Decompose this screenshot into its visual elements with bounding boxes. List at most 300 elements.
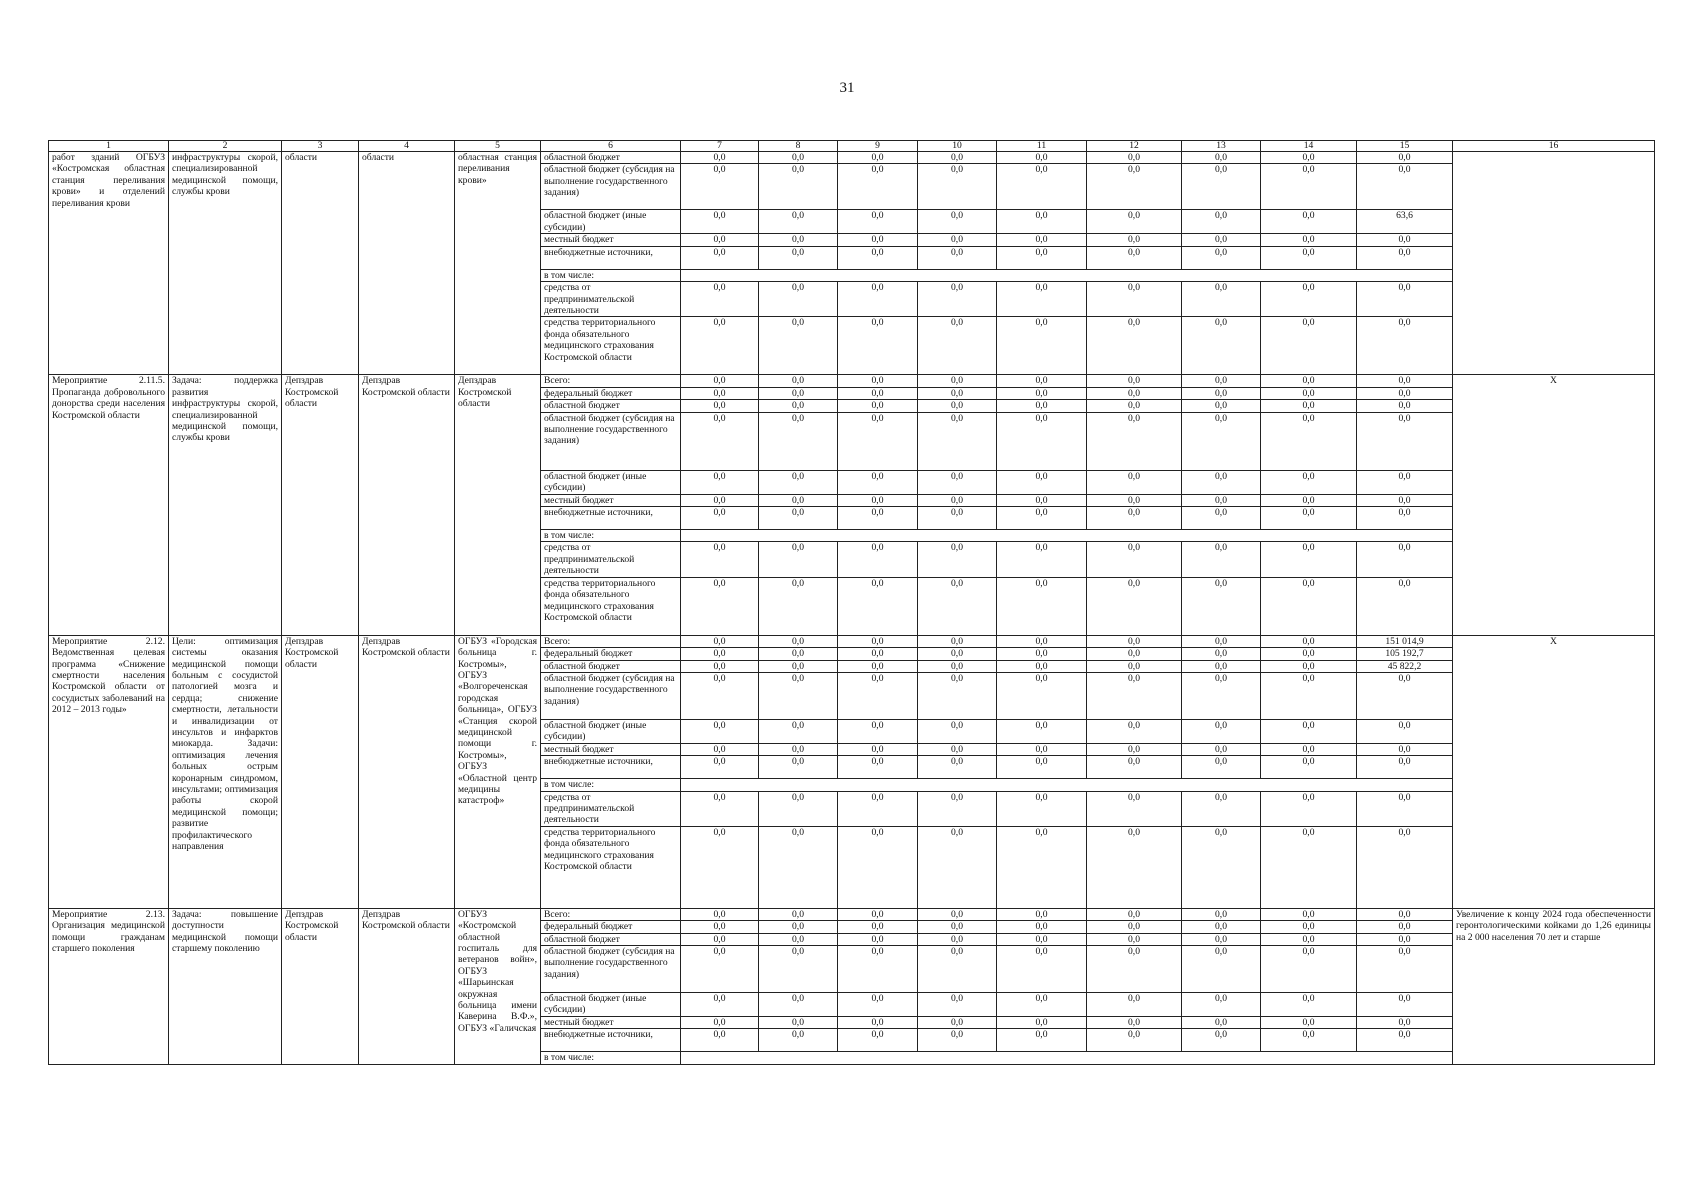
value-cell: 0,0 <box>681 648 759 660</box>
value-cell: 0,0 <box>1357 908 1453 920</box>
value-cell: 0,0 <box>1261 648 1357 660</box>
value-cell: 0,0 <box>681 375 759 387</box>
value-cell: 0,0 <box>681 743 759 755</box>
value-cell: 0,0 <box>918 743 997 755</box>
value-cell: 0,0 <box>1357 494 1453 506</box>
value-cell: 0,0 <box>838 152 918 164</box>
value-cell: 0,0 <box>759 672 838 719</box>
value-cell: 0,0 <box>838 921 918 933</box>
value-cell: 0,0 <box>997 992 1087 1016</box>
value-cell: 0,0 <box>997 648 1087 660</box>
value-cell: 0,0 <box>1261 412 1357 470</box>
value-cell: 0,0 <box>997 317 1087 375</box>
value-cell: 0,0 <box>1182 375 1261 387</box>
value-cell: 0,0 <box>838 756 918 779</box>
value-cell: 0,0 <box>759 234 838 246</box>
value-cell: 0,0 <box>1087 660 1182 672</box>
value-cell: 0,0 <box>681 470 759 494</box>
value-cell: 0,0 <box>838 719 918 743</box>
value-cell: 0,0 <box>759 412 838 470</box>
value-cell: 0,0 <box>1261 317 1357 375</box>
value-cell: 0,0 <box>838 542 918 577</box>
empty-span-cell <box>681 269 1453 281</box>
value-cell: 0,0 <box>759 164 838 210</box>
value-cell: 0,0 <box>759 317 838 375</box>
value-cell: 0,0 <box>681 826 759 908</box>
value-cell: 0,0 <box>1261 507 1357 530</box>
value-cell: 0,0 <box>918 282 997 317</box>
value-cell: 0,0 <box>759 542 838 577</box>
value-cell: 0,0 <box>838 494 918 506</box>
funding-source-label: Всего: <box>541 908 681 920</box>
table-row <box>49 635 1655 647</box>
value-cell: 0,0 <box>681 756 759 779</box>
value-cell: 0,0 <box>1087 152 1182 164</box>
value-cell: 0,0 <box>1182 234 1261 246</box>
value-cell: 0,0 <box>1357 672 1453 719</box>
funding-source-label: областной бюджет <box>541 933 681 945</box>
funding-source-label: в том числе: <box>541 530 681 542</box>
value-cell: 0,0 <box>1087 719 1182 743</box>
value-cell: 0,0 <box>838 743 918 755</box>
value-cell: 0,0 <box>1261 756 1357 779</box>
funding-source-label: федеральный бюджет <box>541 387 681 399</box>
value-cell: 0,0 <box>1182 635 1261 647</box>
funding-source-label: областной бюджет (иные субсидии) <box>541 210 681 234</box>
value-cell: 0,0 <box>1357 1029 1453 1052</box>
value-cell: 0,0 <box>1357 246 1453 269</box>
value-cell: 0,0 <box>1182 826 1261 908</box>
value-cell: 0,0 <box>918 1016 997 1028</box>
value-cell: 0,0 <box>1261 494 1357 506</box>
funding-source-label: местный бюджет <box>541 1016 681 1028</box>
value-cell: 0,0 <box>838 246 918 269</box>
value-cell: 0,0 <box>1182 164 1261 210</box>
block-3-col-5: ОГБУЗ «Городская больница г. Костромы», ОГБУЗ «Волгореченская городская больница», ОГБУЗ «Станция скорой медицинской помощи г. Костромы», ОГБУЗ «Областной центр медицины катастроф» <box>455 635 541 908</box>
value-cell: 0,0 <box>759 282 838 317</box>
value-cell: 0,0 <box>918 507 997 530</box>
value-cell: 0,0 <box>997 234 1087 246</box>
value-cell: 0,0 <box>1357 164 1453 210</box>
funding-source-label: в том числе: <box>541 269 681 281</box>
value-cell: 0,0 <box>838 648 918 660</box>
column-number-1: 1 <box>49 141 169 152</box>
value-cell: 0,0 <box>681 992 759 1016</box>
value-cell: 0,0 <box>681 164 759 210</box>
value-cell: 0,0 <box>918 387 997 399</box>
value-cell: 0,0 <box>918 494 997 506</box>
value-cell: 0,0 <box>1087 1016 1182 1028</box>
value-cell: 0,0 <box>997 1016 1087 1028</box>
value-cell: 0,0 <box>838 400 918 412</box>
value-cell: 0,0 <box>759 719 838 743</box>
funding-source-label: областной бюджет <box>541 660 681 672</box>
value-cell: 0,0 <box>1087 791 1182 826</box>
value-cell: 0,0 <box>681 542 759 577</box>
value-cell: 0,0 <box>1182 992 1261 1016</box>
value-cell: 0,0 <box>681 791 759 826</box>
value-cell: 0,0 <box>838 210 918 234</box>
value-cell: 0,0 <box>997 719 1087 743</box>
value-cell: 0,0 <box>681 1029 759 1052</box>
block-3-result: X <box>1453 635 1655 908</box>
block-2-col-5: Депздрав Костромской области <box>455 375 541 635</box>
value-cell: 0,0 <box>918 317 997 375</box>
value-cell: 0,0 <box>759 635 838 647</box>
value-cell: 0,0 <box>1087 507 1182 530</box>
value-cell: 0,0 <box>681 412 759 470</box>
value-cell: 0,0 <box>838 470 918 494</box>
value-cell: 0,0 <box>918 210 997 234</box>
value-cell: 0,0 <box>997 921 1087 933</box>
value-cell: 0,0 <box>1261 164 1357 210</box>
value-cell: 0,0 <box>759 921 838 933</box>
value-cell: 0,0 <box>838 1016 918 1028</box>
value-cell: 0,0 <box>1261 672 1357 719</box>
block-4-result: Увеличение к концу 2024 года обеспеченности геронтологическими койками до 1,26 единицы на 2 000 населения 70 лет и старше <box>1453 908 1655 1064</box>
value-cell: 0,0 <box>997 210 1087 234</box>
value-cell: 0,0 <box>759 246 838 269</box>
value-cell: 0,0 <box>1357 387 1453 399</box>
value-cell: 0,0 <box>759 1029 838 1052</box>
value-cell: 0,0 <box>1182 672 1261 719</box>
value-cell: 0,0 <box>918 933 997 945</box>
value-cell: 0,0 <box>1357 507 1453 530</box>
value-cell: 0,0 <box>838 577 918 635</box>
table-row <box>49 908 1655 920</box>
value-cell: 0,0 <box>681 719 759 743</box>
table-header-row <box>49 141 1655 152</box>
value-cell: 0,0 <box>1182 152 1261 164</box>
value-cell: 0,0 <box>1182 791 1261 826</box>
funding-source-label: областной бюджет (иные субсидии) <box>541 470 681 494</box>
value-cell: 0,0 <box>1087 282 1182 317</box>
value-cell: 0,0 <box>1182 719 1261 743</box>
value-cell: 0,0 <box>838 317 918 375</box>
block-2-result: X <box>1453 375 1655 635</box>
value-cell: 0,0 <box>1182 933 1261 945</box>
funding-source-label: областной бюджет (субсидия на выполнение государственного задания) <box>541 945 681 992</box>
value-cell: 0,0 <box>681 400 759 412</box>
funding-source-label: внебюджетные источники, <box>541 1029 681 1052</box>
value-cell: 0,0 <box>997 908 1087 920</box>
value-cell: 0,0 <box>838 507 918 530</box>
funding-source-label: областной бюджет (иные субсидии) <box>541 992 681 1016</box>
funding-source-label: внебюджетные источники, <box>541 756 681 779</box>
value-cell: 105 192,7 <box>1357 648 1453 660</box>
column-number-14: 14 <box>1261 141 1357 152</box>
value-cell: 0,0 <box>681 234 759 246</box>
column-number-16: 16 <box>1453 141 1655 152</box>
value-cell: 0,0 <box>759 577 838 635</box>
value-cell: 0,0 <box>918 1029 997 1052</box>
value-cell: 0,0 <box>1357 743 1453 755</box>
value-cell: 0,0 <box>1261 1016 1357 1028</box>
funding-source-label: средства от предпринимательской деятельности <box>541 542 681 577</box>
value-cell: 0,0 <box>1261 719 1357 743</box>
table-row <box>49 375 1655 387</box>
funding-source-label: местный бюджет <box>541 234 681 246</box>
value-cell: 0,0 <box>838 791 918 826</box>
value-cell: 0,0 <box>838 908 918 920</box>
value-cell: 0,0 <box>1087 494 1182 506</box>
value-cell: 0,0 <box>681 507 759 530</box>
block-1-col-1: работ зданий ОГБУЗ «Костромская областная станция переливания крови» и отделений переливания крови <box>49 152 169 375</box>
value-cell: 0,0 <box>1357 412 1453 470</box>
funding-source-label: средства территориального фонда обязательного медицинского страхования Костромской области <box>541 826 681 908</box>
empty-span-cell <box>681 779 1453 791</box>
block-3-col-4: Депздрав Костромской области <box>359 635 455 908</box>
value-cell: 0,0 <box>1261 387 1357 399</box>
block-2-col-3: Депздрав Костромской области <box>282 375 359 635</box>
value-cell: 0,0 <box>997 282 1087 317</box>
value-cell: 0,0 <box>759 945 838 992</box>
value-cell: 0,0 <box>1087 933 1182 945</box>
value-cell: 0,0 <box>997 387 1087 399</box>
value-cell: 0,0 <box>1261 921 1357 933</box>
value-cell: 151 014,9 <box>1357 635 1453 647</box>
value-cell: 0,0 <box>838 412 918 470</box>
value-cell: 0,0 <box>838 826 918 908</box>
funding-source-label: федеральный бюджет <box>541 648 681 660</box>
column-number-4: 4 <box>359 141 455 152</box>
value-cell: 0,0 <box>681 672 759 719</box>
value-cell: 0,0 <box>838 375 918 387</box>
value-cell: 0,0 <box>918 234 997 246</box>
value-cell: 0,0 <box>838 672 918 719</box>
value-cell: 0,0 <box>1087 470 1182 494</box>
value-cell: 0,0 <box>918 791 997 826</box>
funding-source-label: областной бюджет (субсидия на выполнение государственного задания) <box>541 672 681 719</box>
value-cell: 0,0 <box>1087 317 1182 375</box>
column-number-13: 13 <box>1182 141 1261 152</box>
value-cell: 0,0 <box>681 387 759 399</box>
value-cell: 0,0 <box>918 826 997 908</box>
value-cell: 0,0 <box>838 1029 918 1052</box>
value-cell: 0,0 <box>759 992 838 1016</box>
value-cell: 0,0 <box>1261 577 1357 635</box>
value-cell: 0,0 <box>1087 246 1182 269</box>
value-cell: 0,0 <box>1261 542 1357 577</box>
value-cell: 0,0 <box>1261 945 1357 992</box>
value-cell: 0,0 <box>997 660 1087 672</box>
value-cell: 0,0 <box>1087 672 1182 719</box>
block-4-col-5: ОГБУЗ «Костромской областной госпиталь для ветеранов войн», ОГБУЗ «Шарьинская окружная больница имени Каверина В.Ф.», ОГБУЗ «Галичская <box>455 908 541 1064</box>
block-4-col-2: Задача: повышение доступности медицинской помощи старшему поколению <box>169 908 282 1064</box>
value-cell: 0,0 <box>838 660 918 672</box>
block-1-col-3: области <box>282 152 359 375</box>
value-cell: 0,0 <box>1087 1029 1182 1052</box>
column-number-8: 8 <box>759 141 838 152</box>
value-cell: 0,0 <box>1087 648 1182 660</box>
value-cell: 0,0 <box>1182 908 1261 920</box>
value-cell: 0,0 <box>759 791 838 826</box>
funding-source-label: областной бюджет (иные субсидии) <box>541 719 681 743</box>
value-cell: 0,0 <box>918 470 997 494</box>
value-cell: 0,0 <box>759 375 838 387</box>
value-cell: 0,0 <box>918 660 997 672</box>
value-cell: 0,0 <box>1261 791 1357 826</box>
value-cell: 0,0 <box>918 412 997 470</box>
empty-span-cell <box>681 1052 1453 1064</box>
value-cell: 63,6 <box>1357 210 1453 234</box>
page-number: 31 <box>839 80 855 96</box>
value-cell: 0,0 <box>1087 908 1182 920</box>
funding-source-label: в том числе: <box>541 1052 681 1064</box>
value-cell: 0,0 <box>681 494 759 506</box>
value-cell: 0,0 <box>1261 1029 1357 1052</box>
column-number-9: 9 <box>838 141 918 152</box>
block-4-col-3: Депздрав Костромской области <box>282 908 359 1064</box>
block-1-result <box>1453 152 1655 375</box>
block-1-col-2: инфраструктуры скорой, специализированной медицинской помощи, службы крови <box>169 152 282 375</box>
value-cell: 0,0 <box>1087 210 1182 234</box>
value-cell: 0,0 <box>681 317 759 375</box>
value-cell: 0,0 <box>759 387 838 399</box>
value-cell: 0,0 <box>1357 542 1453 577</box>
value-cell: 0,0 <box>681 1016 759 1028</box>
value-cell: 0,0 <box>1182 756 1261 779</box>
value-cell: 0,0 <box>759 400 838 412</box>
value-cell: 0,0 <box>838 992 918 1016</box>
funding-source-label: средства от предпринимательской деятельности <box>541 791 681 826</box>
value-cell: 0,0 <box>918 246 997 269</box>
value-cell: 0,0 <box>1357 719 1453 743</box>
value-cell: 0,0 <box>759 660 838 672</box>
value-cell: 0,0 <box>918 756 997 779</box>
column-number-15: 15 <box>1357 141 1453 152</box>
column-number-2: 2 <box>169 141 282 152</box>
value-cell: 0,0 <box>1357 234 1453 246</box>
column-number-3: 3 <box>282 141 359 152</box>
value-cell: 0,0 <box>1357 933 1453 945</box>
value-cell: 0,0 <box>681 945 759 992</box>
value-cell: 0,0 <box>1087 542 1182 577</box>
value-cell: 0,0 <box>1261 635 1357 647</box>
value-cell: 0,0 <box>918 719 997 743</box>
funding-source-label: федеральный бюджет <box>541 921 681 933</box>
value-cell: 0,0 <box>997 635 1087 647</box>
value-cell: 0,0 <box>681 660 759 672</box>
value-cell: 0,0 <box>1087 992 1182 1016</box>
value-cell: 0,0 <box>1182 507 1261 530</box>
value-cell: 0,0 <box>1261 470 1357 494</box>
value-cell: 0,0 <box>1182 648 1261 660</box>
column-number-10: 10 <box>918 141 997 152</box>
value-cell: 0,0 <box>681 282 759 317</box>
value-cell: 0,0 <box>997 494 1087 506</box>
value-cell: 0,0 <box>918 375 997 387</box>
value-cell: 0,0 <box>759 494 838 506</box>
value-cell: 0,0 <box>918 945 997 992</box>
value-cell: 0,0 <box>1357 756 1453 779</box>
value-cell: 0,0 <box>681 921 759 933</box>
value-cell: 0,0 <box>759 743 838 755</box>
value-cell: 0,0 <box>997 152 1087 164</box>
value-cell: 0,0 <box>1182 210 1261 234</box>
value-cell: 0,0 <box>1182 246 1261 269</box>
value-cell: 0,0 <box>1182 400 1261 412</box>
value-cell: 0,0 <box>918 921 997 933</box>
funding-source-label: областной бюджет <box>541 152 681 164</box>
value-cell: 0,0 <box>1182 542 1261 577</box>
value-cell: 0,0 <box>1182 494 1261 506</box>
value-cell: 0,0 <box>918 648 997 660</box>
value-cell: 0,0 <box>681 246 759 269</box>
value-cell: 0,0 <box>838 387 918 399</box>
block-3-col-2: Цели: оптимизация системы оказания медицинской помощи больным с сосудистой патологией мозга и сердца; снижение смертности, летальности и инвалидизации от инсультов и инфарктов миокарда. Задачи: оптимизация лечения больных острым коронарным синдромом, инсультами; оптимизация работы скорой медицинской помощи; развитие профилактического направления <box>169 635 282 908</box>
value-cell: 0,0 <box>1087 756 1182 779</box>
value-cell: 0,0 <box>1261 210 1357 234</box>
value-cell: 0,0 <box>997 412 1087 470</box>
block-2-col-2: Задача: поддержка развития инфраструктуры скорой, специализированной медицинской помощи, службы крови <box>169 375 282 635</box>
value-cell: 0,0 <box>918 992 997 1016</box>
block-2-col-1: Мероприятие 2.11.5. Пропаганда добровольного донорства среди населения Костромской области <box>49 375 169 635</box>
value-cell: 0,0 <box>1182 921 1261 933</box>
value-cell: 0,0 <box>997 826 1087 908</box>
value-cell: 0,0 <box>1182 282 1261 317</box>
column-number-11: 11 <box>997 141 1087 152</box>
funding-source-label: местный бюджет <box>541 743 681 755</box>
value-cell: 0,0 <box>681 908 759 920</box>
block-4-col-1: Мероприятие 2.13. Организация медицинской помощи гражданам старшего поколения <box>49 908 169 1064</box>
value-cell: 0,0 <box>759 210 838 234</box>
column-number-7: 7 <box>681 141 759 152</box>
block-3-col-1: Мероприятие 2.12. Ведомственная целевая программа «Снижение смертности населения Костромской области от сосудистых заболеваний на 2012 – 2013 годы» <box>49 635 169 908</box>
funding-source-label: средства территориального фонда обязательного медицинского страхования Костромской области <box>541 317 681 375</box>
value-cell: 0,0 <box>1182 387 1261 399</box>
value-cell: 0,0 <box>997 577 1087 635</box>
value-cell: 0,0 <box>1261 375 1357 387</box>
value-cell: 0,0 <box>918 152 997 164</box>
funding-source-label: Всего: <box>541 375 681 387</box>
value-cell: 0,0 <box>838 635 918 647</box>
value-cell: 0,0 <box>681 152 759 164</box>
value-cell: 0,0 <box>997 672 1087 719</box>
value-cell: 0,0 <box>997 791 1087 826</box>
value-cell: 0,0 <box>759 826 838 908</box>
value-cell: 0,0 <box>681 933 759 945</box>
funding-source-label: средства от предпринимательской деятельности <box>541 282 681 317</box>
value-cell: 0,0 <box>838 234 918 246</box>
value-cell: 0,0 <box>1357 400 1453 412</box>
value-cell: 0,0 <box>1182 412 1261 470</box>
value-cell: 0,0 <box>1357 945 1453 992</box>
funding-source-label: внебюджетные источники, <box>541 246 681 269</box>
value-cell: 0,0 <box>1087 164 1182 210</box>
value-cell: 0,0 <box>997 507 1087 530</box>
value-cell: 0,0 <box>918 400 997 412</box>
value-cell: 0,0 <box>1261 234 1357 246</box>
value-cell: 0,0 <box>1182 470 1261 494</box>
value-cell: 0,0 <box>1182 1029 1261 1052</box>
value-cell: 0,0 <box>1182 660 1261 672</box>
value-cell: 0,0 <box>997 1029 1087 1052</box>
value-cell: 0,0 <box>997 542 1087 577</box>
funding-source-label: Всего: <box>541 635 681 647</box>
value-cell: 0,0 <box>1357 152 1453 164</box>
block-3-col-3: Депздрав Костромской области <box>282 635 359 908</box>
funding-source-label: местный бюджет <box>541 494 681 506</box>
value-cell: 0,0 <box>1261 660 1357 672</box>
value-cell: 0,0 <box>918 672 997 719</box>
value-cell: 0,0 <box>997 164 1087 210</box>
value-cell: 0,0 <box>1087 387 1182 399</box>
value-cell: 0,0 <box>1357 791 1453 826</box>
value-cell: 0,0 <box>1261 933 1357 945</box>
value-cell: 0,0 <box>1357 826 1453 908</box>
budget-table <box>48 140 1655 1065</box>
